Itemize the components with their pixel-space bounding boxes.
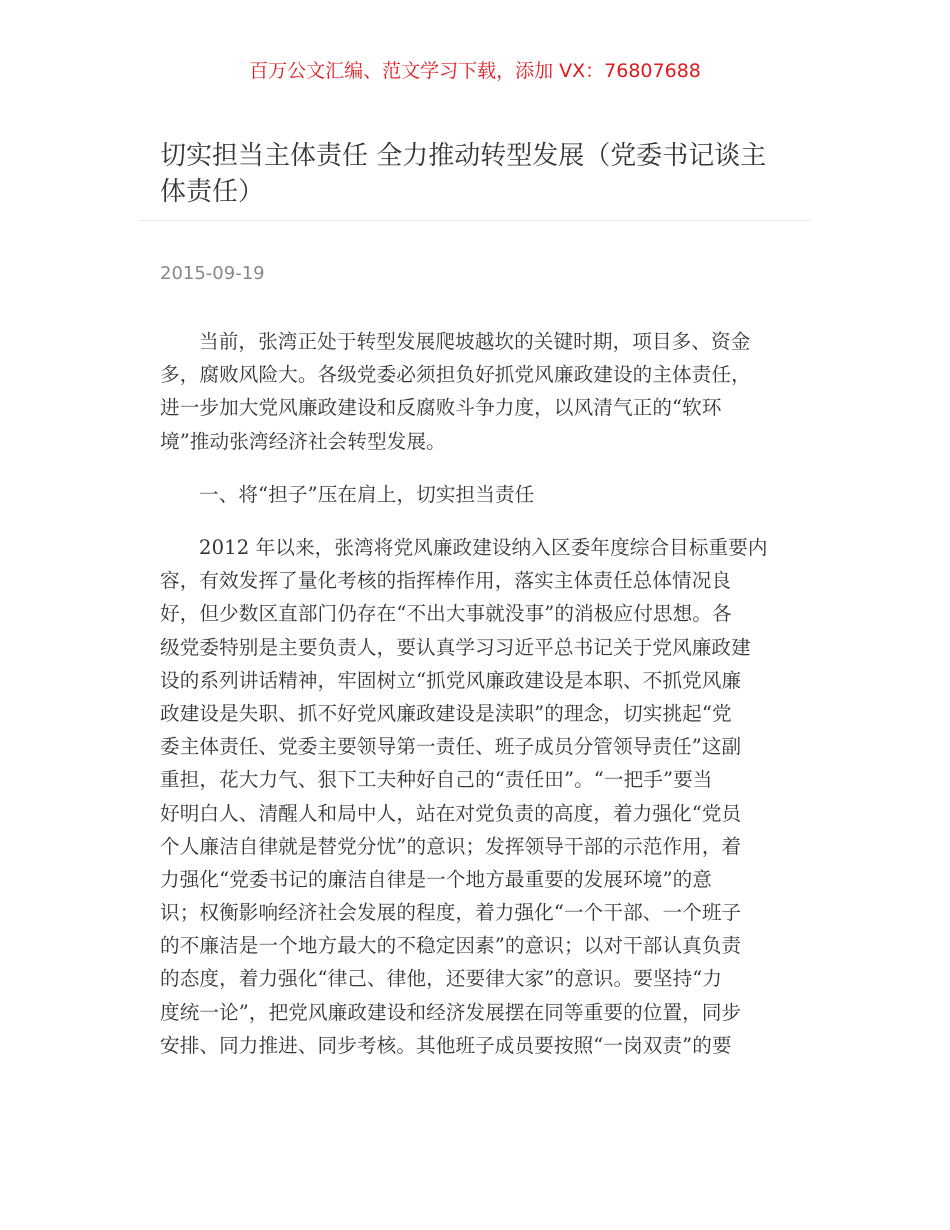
paragraph-intro	[160, 325, 800, 458]
text-line: 设的系列讲话精神，牢固树立“抓党风廉政建设是本职、不抓党风廉	[160, 668, 742, 692]
watermark-banner: 百万公文汇编、范文学习下载，添加 VX：76807688	[249, 60, 701, 82]
heading-text: 一、将“担子”压在肩上，切实担当责任	[199, 483, 535, 506]
text-line: 力强化“党委书记的廉洁自律是一个地方最重要的发展环境”的意	[160, 867, 712, 891]
title-line: 切实担当主体责任 全力推动转型发展（党委书记谈主	[160, 141, 767, 171]
text-line: 的不廉洁是一个地方最大的不稳定因素”的意识；以对干部认真负责	[160, 934, 742, 958]
title-line: 体责任）	[160, 177, 265, 207]
text-line: 好，但少数区直部门仍存在“不出大事就没事”的消极应付思想。各	[160, 602, 732, 626]
text-line: 多，腐败风险大。各级党委必须担负好抓党风廉政建设的主体责任，	[160, 363, 751, 387]
text-line: 委主体责任、党委主要领导第一责任、班子成员分管领导责任”这副	[160, 735, 742, 759]
text-line: 进一步加大党风廉政建设和反腐败斗争力度，以风清气正的“软环	[160, 396, 722, 420]
text-line: 识；权衡影响经济社会发展的程度，着力强化“一个干部、一个班子	[160, 901, 742, 925]
article-date: 2015-09-19	[160, 263, 265, 284]
text-line: 好明白人、清醒人和局中人，站在对党负责的高度，着力强化“党员	[160, 801, 742, 825]
text-line: 度统一论”，把党风廉政建设和经济发展摆在同等重要的位置，同步	[160, 1000, 742, 1024]
text-line: 安排、同力推进、同步考核。其他班子成员要按照“一岗双责”的要	[160, 1033, 732, 1057]
text-line: 重担，花大力气、狠下工夫种好自己的“责任田”。“一把手”要当	[160, 768, 713, 792]
title-divider	[140, 220, 810, 221]
text-line: 境”推动张湾经济社会转型发展。	[160, 429, 446, 453]
text-line: 当前，张湾正处于转型发展爬坡越坎的关键时期，项目多、资金	[199, 330, 751, 353]
article-title	[160, 138, 800, 210]
text-line: 的态度，着力强化“律己、律他，还要律大家”的意识。要坚持“力	[160, 967, 723, 991]
text-line: 政建设是失职、抓不好党风廉政建设是渎职”的理念，切实挑起“党	[160, 701, 732, 725]
text-line: 级党委特别是主要负责人，要认真学习习近平总书记关于党风廉政建	[160, 635, 751, 659]
paragraph-section-1	[160, 531, 800, 1062]
text-line: 容，有效发挥了量化考核的指挥棒作用，落实主体责任总体情况良	[160, 569, 732, 593]
text-line: 2012 年以来，张湾将党风廉政建设纳入区委年度综合目标重要内	[199, 536, 768, 559]
section-heading	[160, 478, 800, 511]
text-line: 个人廉洁自律就是替党分忧”的意识；发挥领导干部的示范作用，着	[160, 834, 742, 858]
